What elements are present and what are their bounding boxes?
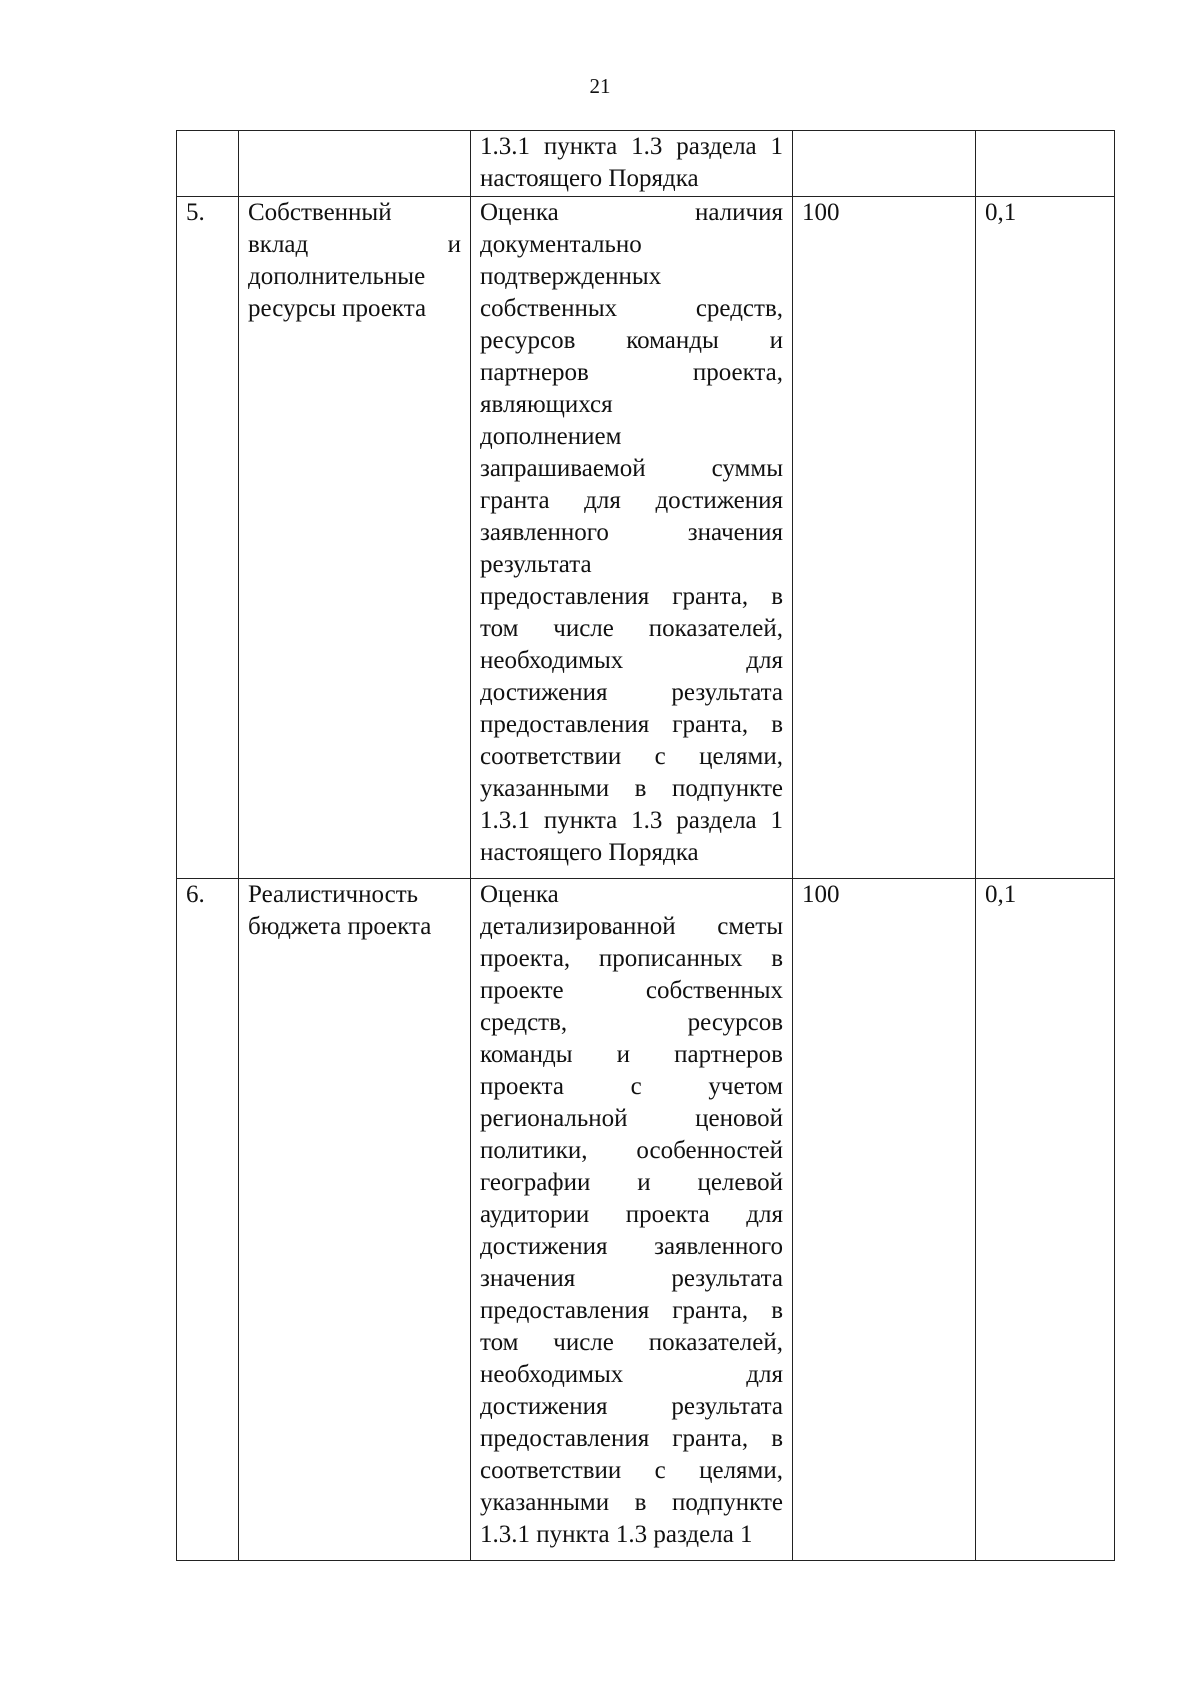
description-line: результата bbox=[480, 551, 592, 578]
description-line: достижения результата bbox=[480, 1393, 783, 1420]
description-line: ресурсов команды и bbox=[480, 327, 783, 354]
description-line: 1.3.1 пункта 1.3 раздела 1 bbox=[480, 1521, 753, 1548]
description-line: настоящего Порядка bbox=[480, 165, 699, 192]
description-line: собственных средств, bbox=[480, 295, 783, 322]
description-line: 1.3.1 пункта 1.3 раздела 1 bbox=[480, 807, 783, 834]
description-cell bbox=[471, 879, 793, 1561]
table-row-5 bbox=[177, 197, 1115, 879]
weight-cell: 0,1 bbox=[976, 879, 1115, 1561]
row-number-cell: 5. bbox=[177, 197, 239, 879]
score-cell: 100 bbox=[793, 197, 976, 879]
criterion-line: бюджета проекта bbox=[248, 913, 432, 940]
description-line: необходимых для bbox=[480, 647, 783, 674]
page-number: 21 bbox=[589, 74, 611, 98]
criterion-line: дополнительные bbox=[248, 263, 426, 290]
weight-cell: 0,1 bbox=[976, 197, 1115, 879]
description-line: Оценка bbox=[480, 881, 559, 908]
description-line: 1.3.1 пункта 1.3 раздела 1 bbox=[480, 133, 783, 160]
description-line: дополнением bbox=[480, 423, 622, 450]
description-line: политики, особенностей bbox=[480, 1137, 783, 1164]
description-line: том числе показателей, bbox=[480, 1329, 783, 1356]
score-cell bbox=[793, 131, 976, 197]
description-line: запрашиваемой суммы bbox=[480, 455, 783, 482]
description-line: предоставления гранта, в bbox=[480, 1425, 783, 1452]
description-line: Оценка наличия bbox=[480, 199, 783, 226]
criterion-cell bbox=[239, 879, 471, 1561]
criterion-line: вклад и bbox=[248, 231, 461, 258]
table-row-6 bbox=[177, 879, 1115, 1561]
description-line: соответствии с целями, bbox=[480, 1457, 783, 1484]
description-line: средств, ресурсов bbox=[480, 1009, 783, 1036]
description-line: подтвержденных bbox=[480, 263, 662, 290]
description-line: соответствии с целями, bbox=[480, 743, 783, 770]
description-line: настоящего Порядка bbox=[480, 839, 699, 866]
table-row-continuation bbox=[177, 131, 1115, 197]
description-line: проекта с учетом bbox=[480, 1073, 783, 1100]
criterion-line: Собственный bbox=[248, 199, 392, 226]
description-line: являющихся bbox=[480, 391, 613, 418]
description-line: предоставления гранта, в bbox=[480, 1297, 783, 1324]
description-line: партнеров проекта, bbox=[480, 359, 783, 386]
description-line: достижения заявленного bbox=[480, 1233, 783, 1260]
row-number-cell: 6. bbox=[177, 879, 239, 1561]
description-line: проекте собственных bbox=[480, 977, 783, 1004]
criterion-line: Реалистичность bbox=[248, 881, 419, 908]
description-line: значения результата bbox=[480, 1265, 783, 1292]
description-line: заявленного значения bbox=[480, 519, 783, 546]
description-line: документально bbox=[480, 231, 642, 258]
score-cell: 100 bbox=[793, 879, 976, 1561]
description-line: детализированной сметы bbox=[480, 913, 783, 940]
description-cell bbox=[471, 131, 793, 197]
description-line: гранта для достижения bbox=[480, 487, 783, 514]
description-line: проекта, прописанных в bbox=[480, 945, 783, 972]
description-line: аудитории проекта для bbox=[480, 1201, 783, 1228]
description-line: предоставления гранта, в bbox=[480, 583, 783, 610]
criterion-line: ресурсы проекта bbox=[248, 295, 427, 322]
description-line: необходимых для bbox=[480, 1361, 783, 1388]
description-line: предоставления гранта, в bbox=[480, 711, 783, 738]
description-line: географии и целевой bbox=[480, 1169, 783, 1196]
row-number-cell bbox=[177, 131, 239, 197]
description-line: указанными в подпункте bbox=[480, 775, 783, 802]
description-line: региональной ценовой bbox=[480, 1105, 783, 1132]
criteria-table bbox=[176, 130, 1115, 1561]
description-line: указанными в подпункте bbox=[480, 1489, 783, 1516]
description-line: достижения результата bbox=[480, 679, 783, 706]
weight-cell bbox=[976, 131, 1115, 197]
description-cell bbox=[471, 197, 793, 879]
description-line: том числе показателей, bbox=[480, 615, 783, 642]
description-line: команды и партнеров bbox=[480, 1041, 783, 1068]
criterion-cell bbox=[239, 131, 471, 197]
criterion-cell bbox=[239, 197, 471, 879]
